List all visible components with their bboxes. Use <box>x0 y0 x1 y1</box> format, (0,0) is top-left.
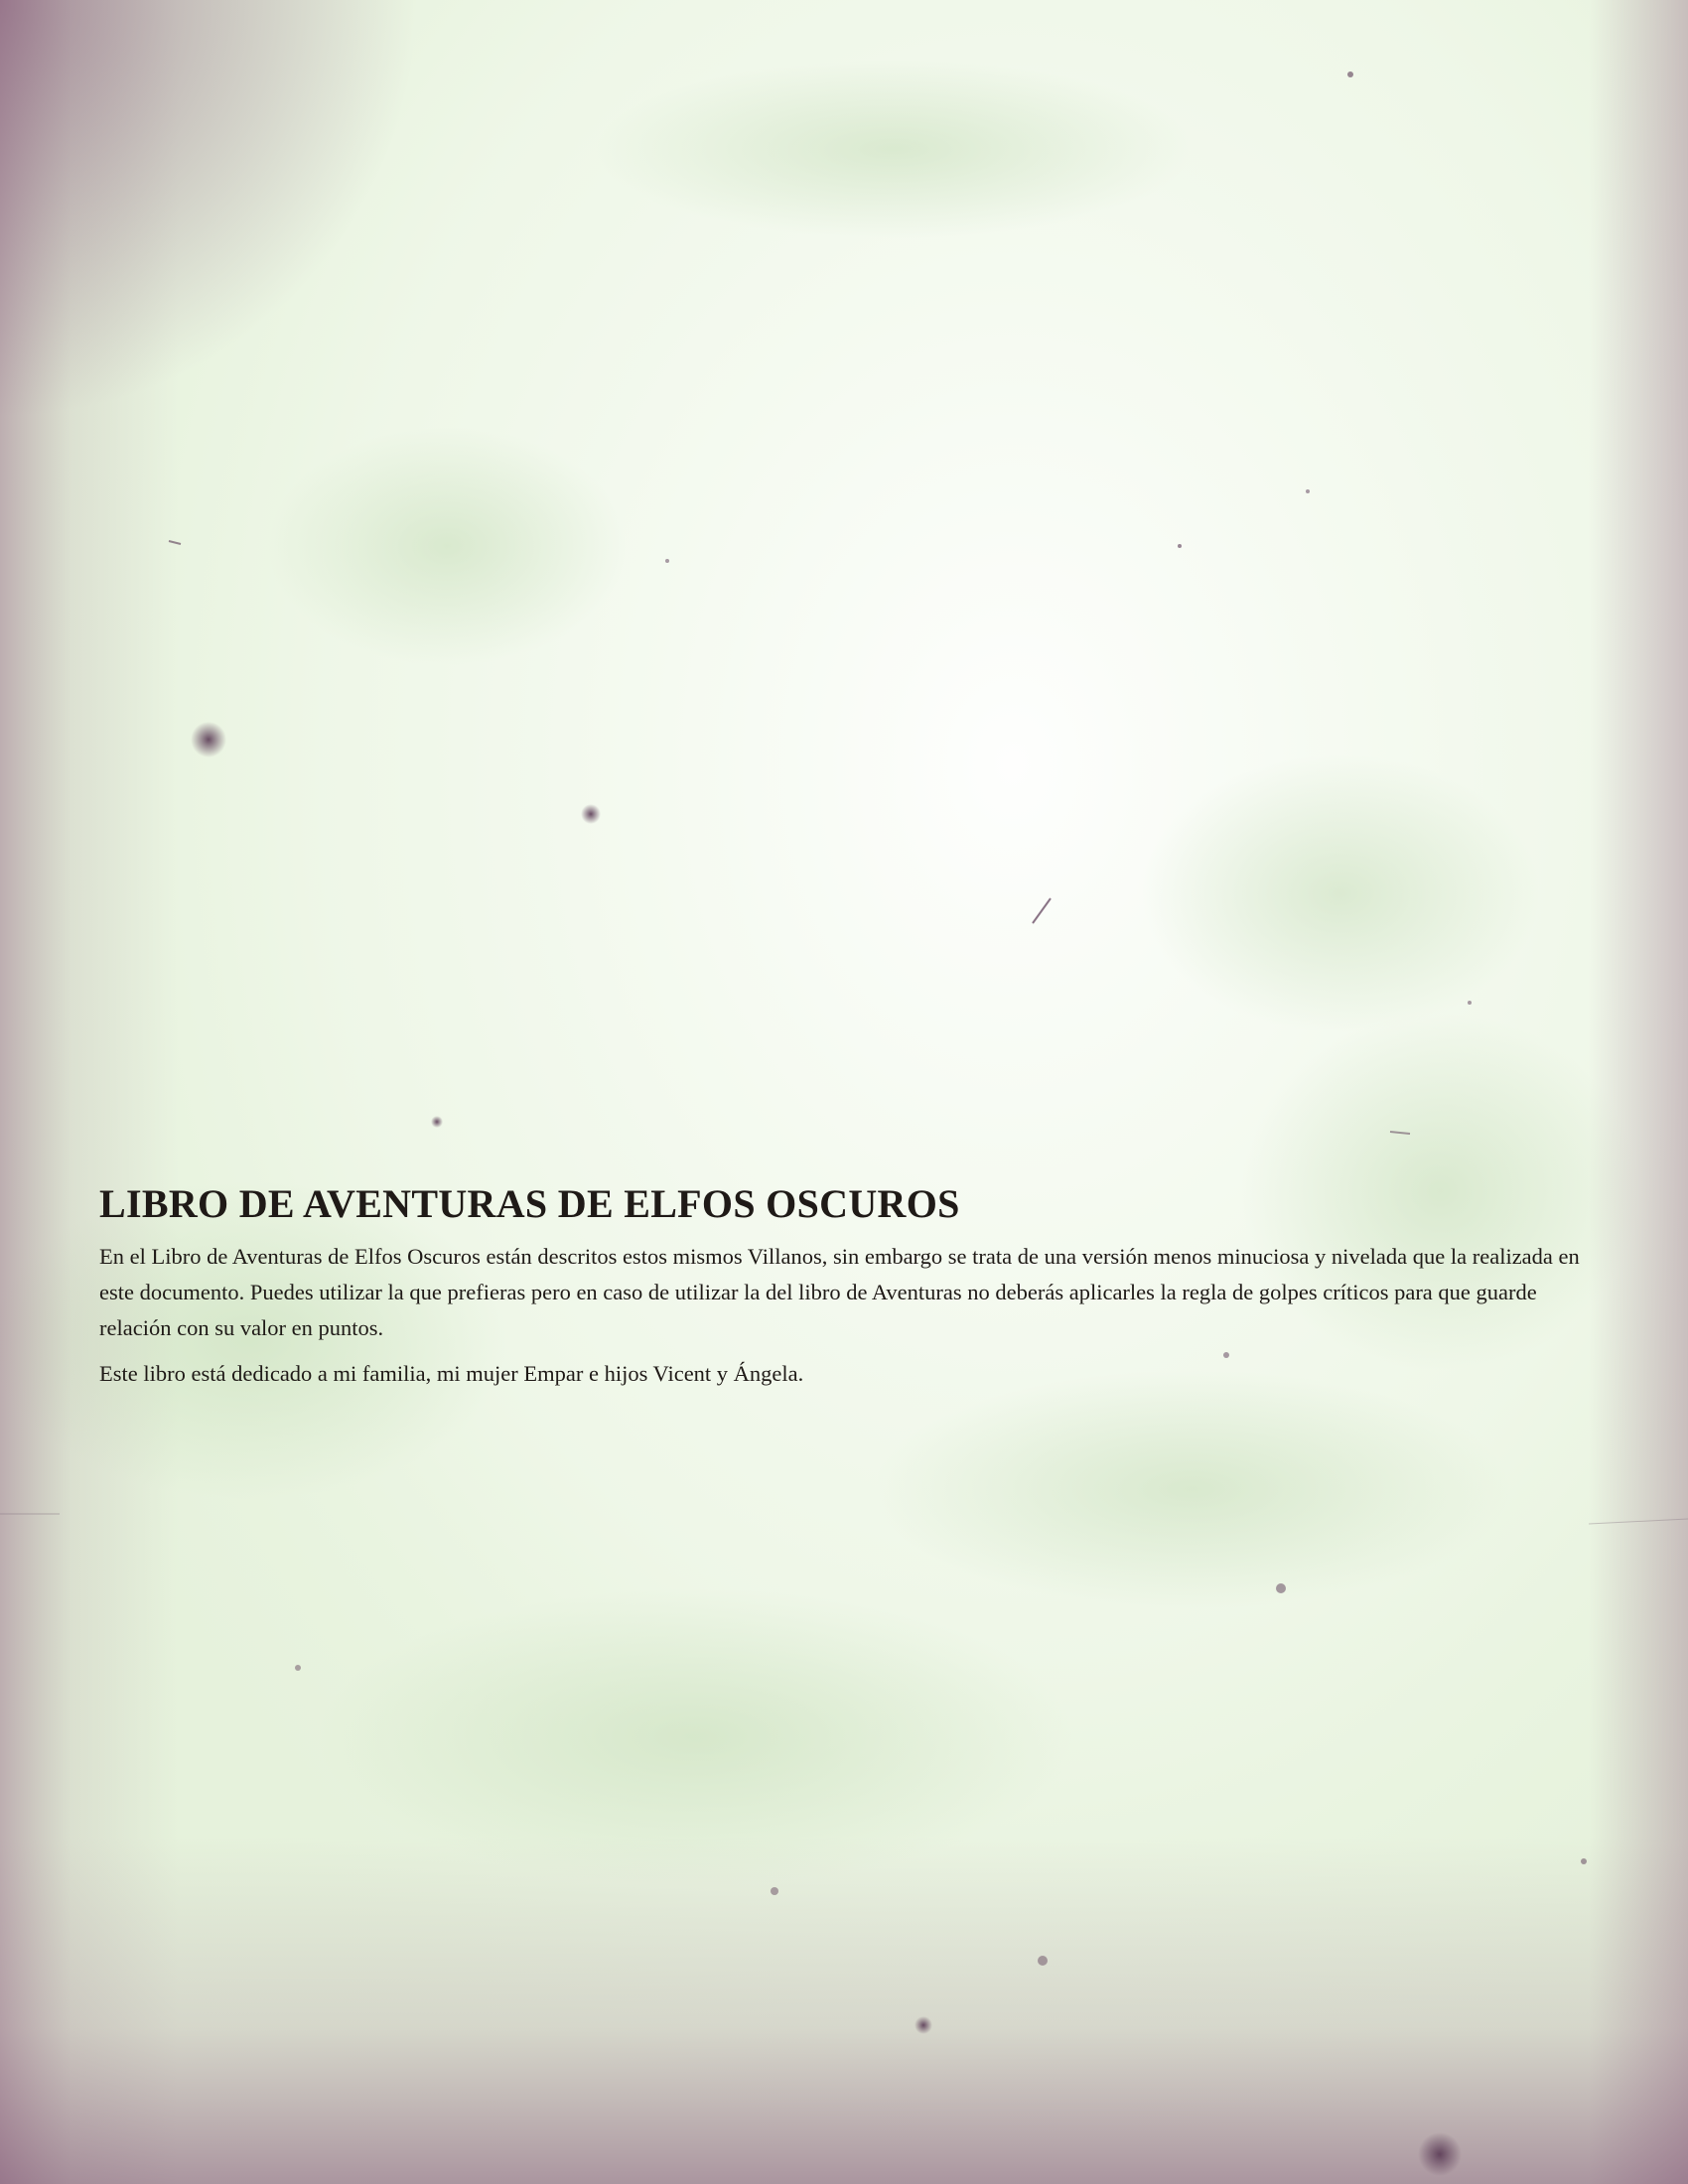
text-section <box>99 1181 1599 1402</box>
dedication-paragraph: Este libro está dedicado a mi familia, mi mujer Empar e hijos Vicent y Ángela. <box>99 1361 804 1386</box>
section-title: LIBRO DE AVENTURAS DE ELFOS OSCUROS <box>99 1181 960 1226</box>
body-paragraph: En el Libro de Aventuras de Elfos Oscuros están descritos estos mismos Villanos, sin embargo se trata de una versión menos minuciosa y nivelada que la realizada en este documento. Puedes utilizar la que prefieras pero en caso de utilizar la del libro de Aventuras no deberás aplicarles la regla de golpes críticos para que guarde relación con su valor en puntos. <box>99 1244 1580 1340</box>
